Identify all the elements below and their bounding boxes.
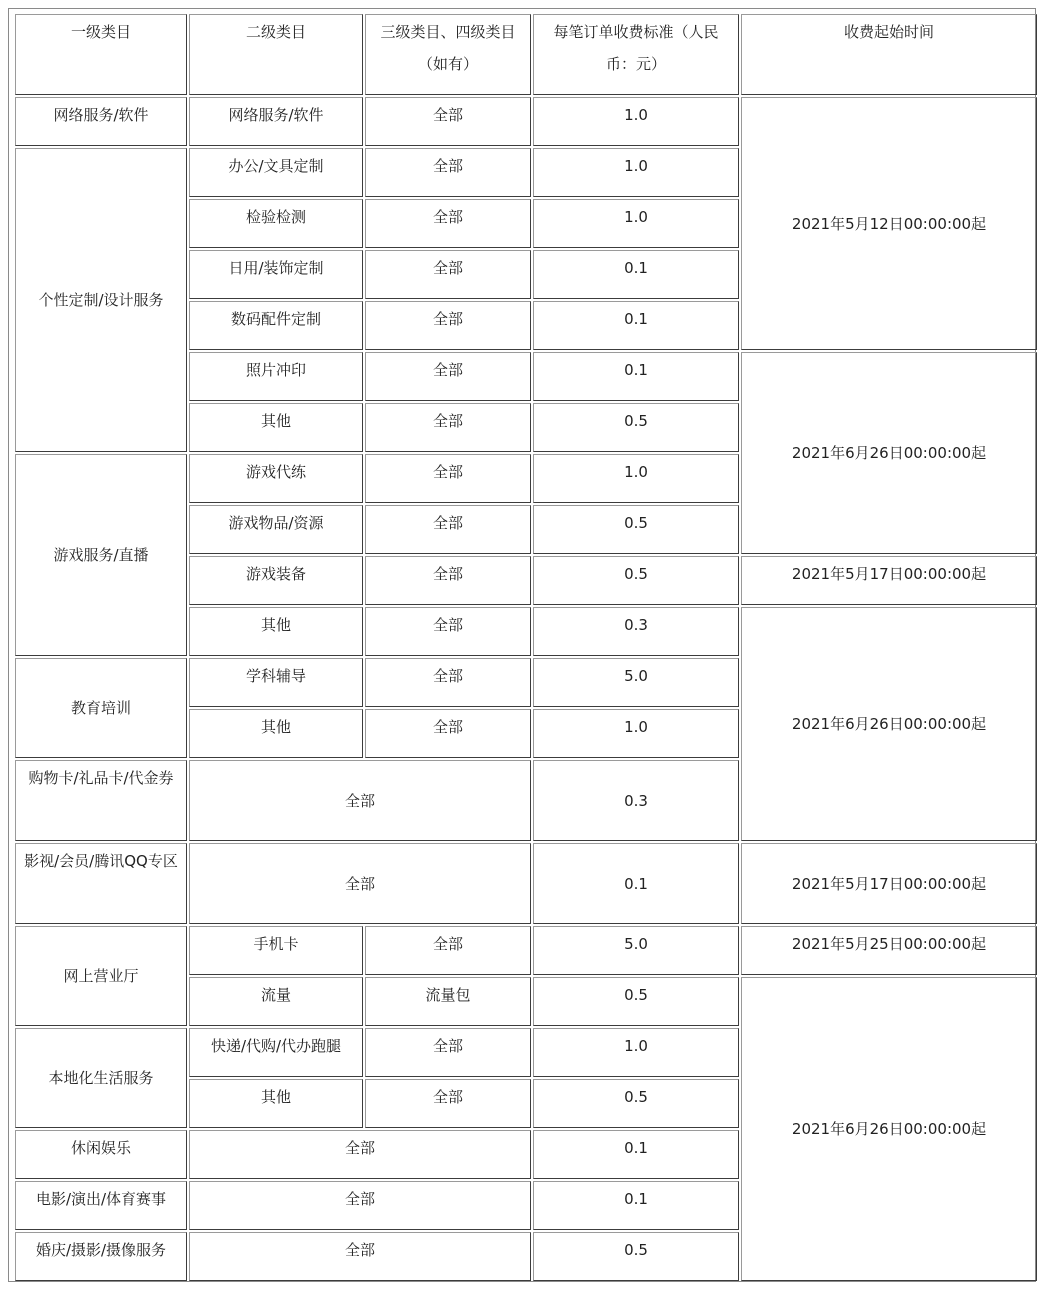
level2-cell: 照片冲印 (189, 352, 363, 401)
start-time-cell: 2021年5月17日00:00:00起 (741, 556, 1037, 605)
level1-cell: 影视/会员/腾讯QQ专区 (15, 843, 187, 924)
level1-cell: 休闲娱乐 (15, 1130, 187, 1179)
header-level3: 三级类目、四级类目（如有） (365, 14, 531, 95)
level2-cell: 其他 (189, 1079, 363, 1128)
level1-cell: 本地化生活服务 (15, 1028, 187, 1128)
level23-merged-cell: 全部 (189, 1130, 531, 1179)
level3-cell: 全部 (365, 148, 531, 197)
level2-cell: 学科辅导 (189, 658, 363, 707)
level3-cell: 流量包 (365, 977, 531, 1026)
fee-cell: 0.5 (533, 505, 739, 554)
fee-cell: 1.0 (533, 454, 739, 503)
header-row (15, 14, 1037, 95)
level2-cell: 游戏代练 (189, 454, 363, 503)
fee-cell: 0.1 (533, 352, 739, 401)
level2-cell: 日用/装饰定制 (189, 250, 363, 299)
level2-cell: 手机卡 (189, 926, 363, 975)
fee-cell: 5.0 (533, 926, 739, 975)
header-start-time: 收费起始时间 (741, 14, 1037, 95)
level1-cell: 游戏服务/直播 (15, 454, 187, 656)
level23-merged-cell: 全部 (189, 1232, 531, 1281)
level1-cell: 个性定制/设计服务 (15, 148, 187, 452)
level1-cell: 婚庆/摄影/摄像服务 (15, 1232, 187, 1281)
fee-cell: 0.1 (533, 1130, 739, 1179)
fee-cell: 5.0 (533, 658, 739, 707)
start-time-cell: 2021年6月26日00:00:00起 (741, 352, 1037, 554)
fee-cell: 0.5 (533, 1079, 739, 1128)
fee-cell: 0.3 (533, 607, 739, 656)
level2-cell: 其他 (189, 709, 363, 758)
start-time-cell: 2021年5月17日00:00:00起 (741, 843, 1037, 924)
level3-cell: 全部 (365, 556, 531, 605)
level1-cell: 网上营业厅 (15, 926, 187, 1026)
header-fee: 每笔订单收费标准（人民币：元） (533, 14, 739, 95)
start-time-cell: 2021年5月12日00:00:00起 (741, 97, 1037, 350)
fee-cell: 1.0 (533, 148, 739, 197)
fee-cell: 1.0 (533, 1028, 739, 1077)
fee-cell: 0.5 (533, 1232, 739, 1281)
level2-cell: 游戏物品/资源 (189, 505, 363, 554)
level2-cell: 其他 (189, 607, 363, 656)
level23-merged-cell: 全部 (189, 843, 531, 924)
level3-cell: 全部 (365, 352, 531, 401)
fee-cell: 0.1 (533, 1181, 739, 1230)
fee-cell: 0.5 (533, 977, 739, 1026)
level1-cell: 教育培训 (15, 658, 187, 758)
level2-cell: 网络服务/软件 (189, 97, 363, 146)
level3-cell: 全部 (365, 250, 531, 299)
start-time-cell: 2021年6月26日00:00:00起 (741, 607, 1037, 841)
level3-cell: 全部 (365, 926, 531, 975)
level3-cell: 全部 (365, 199, 531, 248)
level2-cell: 流量 (189, 977, 363, 1026)
fee-cell: 1.0 (533, 97, 739, 146)
level2-cell: 其他 (189, 403, 363, 452)
header-level1: 一级类目 (15, 14, 187, 95)
start-time-cell: 2021年5月25日00:00:00起 (741, 926, 1037, 975)
table-row (15, 97, 1037, 146)
fee-cell: 0.1 (533, 843, 739, 924)
fee-cell: 1.0 (533, 199, 739, 248)
level23-merged-cell: 全部 (189, 1181, 531, 1230)
level1-cell: 电影/演出/体育赛事 (15, 1181, 187, 1230)
level2-cell: 数码配件定制 (189, 301, 363, 350)
table-row (15, 926, 1037, 975)
level3-cell: 全部 (365, 301, 531, 350)
level3-cell: 全部 (365, 1028, 531, 1077)
level3-cell: 全部 (365, 454, 531, 503)
start-time-cell: 2021年6月26日00:00:00起 (741, 977, 1037, 1281)
level2-cell: 检验检测 (189, 199, 363, 248)
level3-cell: 全部 (365, 607, 531, 656)
fee-cell: 1.0 (533, 709, 739, 758)
header-level2: 二级类目 (189, 14, 363, 95)
table-frame (8, 8, 1036, 1282)
fee-cell: 0.1 (533, 301, 739, 350)
level2-cell: 办公/文具定制 (189, 148, 363, 197)
level2-cell: 快递/代购/代办跑腿 (189, 1028, 363, 1077)
fee-table (13, 12, 1039, 1283)
level1-cell: 网络服务/软件 (15, 97, 187, 146)
fee-cell: 0.5 (533, 556, 739, 605)
fee-cell: 0.3 (533, 760, 739, 841)
level3-cell: 全部 (365, 97, 531, 146)
level1-cell: 购物卡/礼品卡/代金券 (15, 760, 187, 841)
level2-cell: 游戏装备 (189, 556, 363, 605)
level3-cell: 全部 (365, 658, 531, 707)
fee-cell: 0.1 (533, 250, 739, 299)
fee-cell: 0.5 (533, 403, 739, 452)
level3-cell: 全部 (365, 709, 531, 758)
level3-cell: 全部 (365, 1079, 531, 1128)
level3-cell: 全部 (365, 403, 531, 452)
table-row (15, 843, 1037, 924)
level23-merged-cell: 全部 (189, 760, 531, 841)
level3-cell: 全部 (365, 505, 531, 554)
